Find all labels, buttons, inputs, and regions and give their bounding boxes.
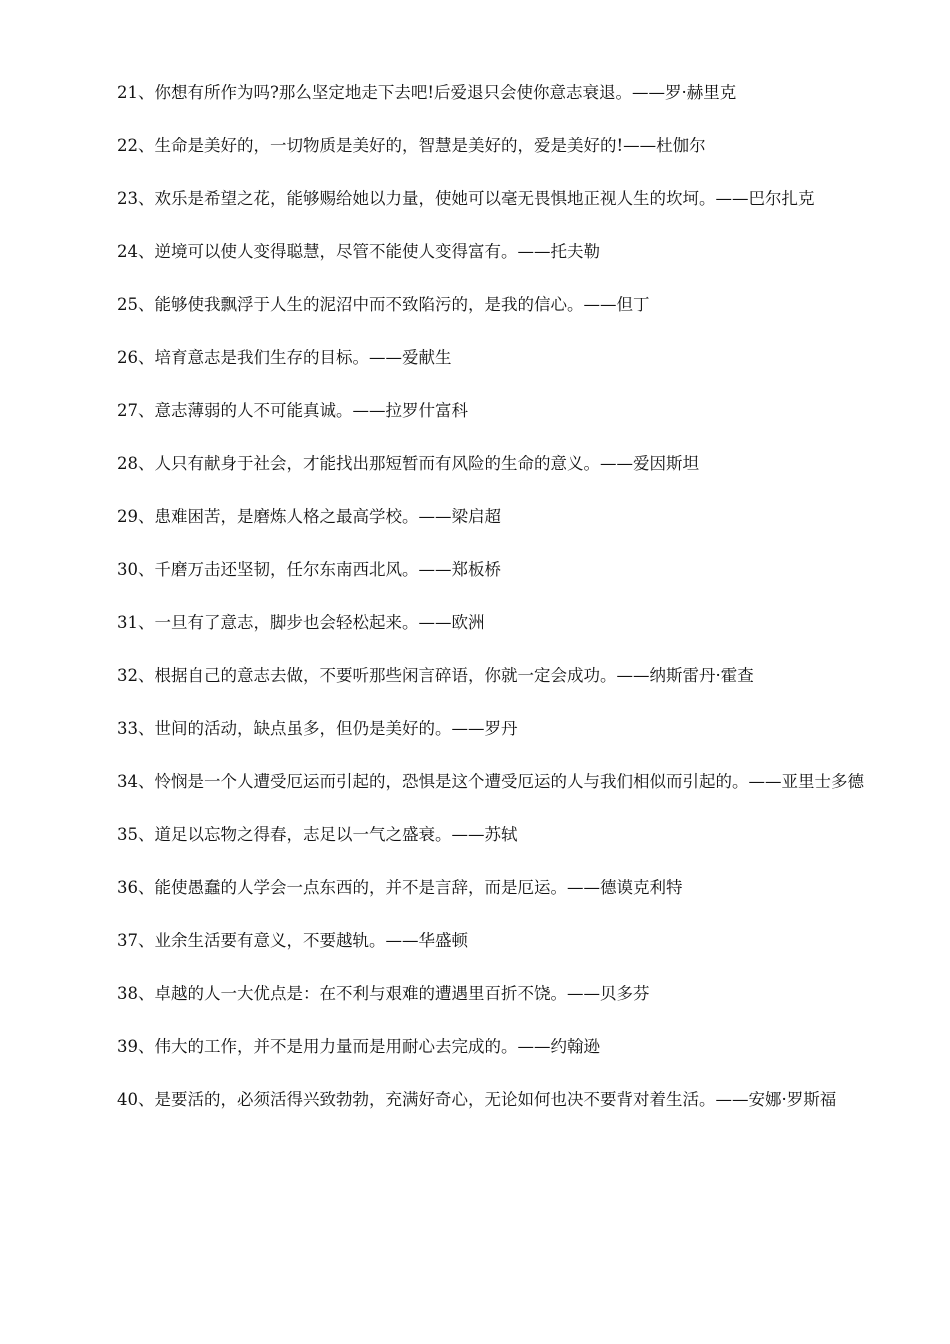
quote-list	[84, 76, 868, 1136]
quote-item-39: 39、伟大的工作，并不是用力量而是用耐心去完成的。——约翰逊	[117, 1037, 600, 1056]
quote-item-29: 29、患难困苦，是磨炼人格之最高学校。——梁启超	[117, 507, 501, 526]
quote-item-37: 37、业余生活要有意义，不要越轨。——华盛顿	[117, 931, 468, 950]
quote-item-35: 35、道足以忘物之得春，志足以一气之盛衰。——苏轼	[117, 825, 518, 844]
quote-item-40: 40、是要活的，必须活得兴致勃勃，充满好奇心，无论如何也决不要背对着生活。——安娜·罗斯福	[117, 1090, 837, 1109]
quote-item-23: 23、欢乐是希望之花，能够赐给她以力量，使她可以毫无畏惧地正视人生的坎坷。——巴尔扎克	[117, 189, 815, 208]
quote-item-33: 33、世间的活动，缺点虽多，但仍是美好的。——罗丹	[117, 719, 518, 738]
quote-item-27: 27、意志薄弱的人不可能真诚。——拉罗什富科	[117, 401, 468, 420]
quote-item-25: 25、能够使我飘浮于人生的泥沼中而不致陷污的，是我的信心。——但丁	[117, 295, 650, 314]
quote-item-24: 24、逆境可以使人变得聪慧，尽管不能使人变得富有。——托夫勒	[117, 242, 600, 261]
quote-item-26: 26、培育意志是我们生存的目标。——爱献生	[117, 348, 452, 367]
quote-item-30: 30、千磨万击还坚韧，任尔东南西北风。——郑板桥	[117, 560, 501, 579]
quote-item-36: 36、能使愚蠢的人学会一点东西的，并不是言辞，而是厄运。——德谟克利特	[117, 878, 683, 897]
quote-item-38: 38、卓越的人一大优点是：在不利与艰难的遭遇里百折不饶。——贝多芬	[117, 984, 650, 1003]
quote-item-31: 31、一旦有了意志，脚步也会轻松起来。——欧洲	[117, 613, 485, 632]
quote-item-21: 21、你想有所作为吗?那么坚定地走下去吧!后爱退只会使你意志衰退。——罗·赫里克	[117, 83, 737, 102]
quote-item-34: 34、怜悯是一个人遭受厄运而引起的，恐惧是这个遭受厄运的人与我们相似而引起的。——亚里士多德	[117, 772, 864, 791]
quote-item-22: 22、生命是美好的，一切物质是美好的，智慧是美好的，爱是美好的!——杜伽尔	[117, 136, 706, 155]
quote-item-28: 28、人只有献身于社会，才能找出那短暂而有风险的生命的意义。——爱因斯坦	[117, 454, 699, 473]
quote-item-32: 32、根据自己的意志去做，不要听那些闲言碎语，你就一定会成功。——纳斯雷丹·霍查	[117, 666, 754, 685]
